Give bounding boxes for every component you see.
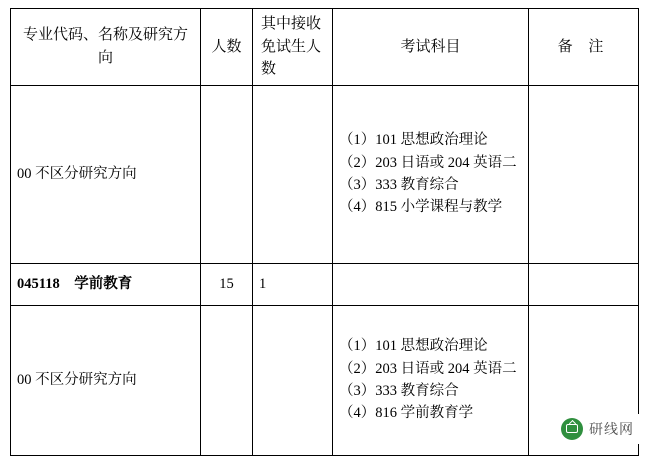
header-subjects: 考试科目 xyxy=(333,9,529,86)
row-count: 15 xyxy=(201,263,253,305)
watermark xyxy=(555,414,640,444)
row-remark xyxy=(529,263,639,305)
subject-line: （4）816 学前教育学 xyxy=(339,405,474,422)
row-subjects xyxy=(333,263,529,305)
row-exempt xyxy=(253,85,333,263)
row-count xyxy=(201,305,253,455)
header-count: 人数 xyxy=(201,9,253,86)
row-count xyxy=(201,85,253,263)
subject-line: （2）203 日语或 204 英语二 xyxy=(339,360,517,377)
subject-line: （3）333 教育综合 xyxy=(339,383,459,399)
major-code: 045118 xyxy=(17,275,60,292)
row-remark xyxy=(529,85,639,263)
major-name: 学前教育 xyxy=(74,275,133,292)
table-header-row xyxy=(11,9,639,86)
admissions-table xyxy=(10,8,639,456)
watermark-label: 研线网 xyxy=(589,421,634,437)
row-major xyxy=(11,263,201,305)
row-subjects xyxy=(333,85,529,263)
subject-line: （3）333 教育综合 xyxy=(339,177,459,193)
subject-line: （2）203 日语或 204 英语二 xyxy=(339,154,517,171)
table-row xyxy=(11,85,639,263)
subject-line: （1）101 思想政治理论 xyxy=(339,132,488,149)
table-row xyxy=(11,263,639,305)
row-direction: 00 不区分研究方向 xyxy=(11,305,201,455)
row-subjects xyxy=(333,305,529,455)
header-remark: 备 注 xyxy=(529,9,639,86)
header-exempt: 其中接收免试生人数 xyxy=(253,9,333,86)
header-major: 专业代码、名称及研究方向 xyxy=(11,9,201,86)
table-row xyxy=(11,305,639,455)
wechat-badge-icon xyxy=(561,418,583,440)
row-exempt xyxy=(253,305,333,455)
subject-line: （1）101 思想政治理论 xyxy=(339,338,488,355)
row-exempt: 1 xyxy=(253,263,333,305)
row-direction: 00 不区分研究方向 xyxy=(11,85,201,263)
subject-line: （4）815 小学课程与教学 xyxy=(339,199,503,216)
